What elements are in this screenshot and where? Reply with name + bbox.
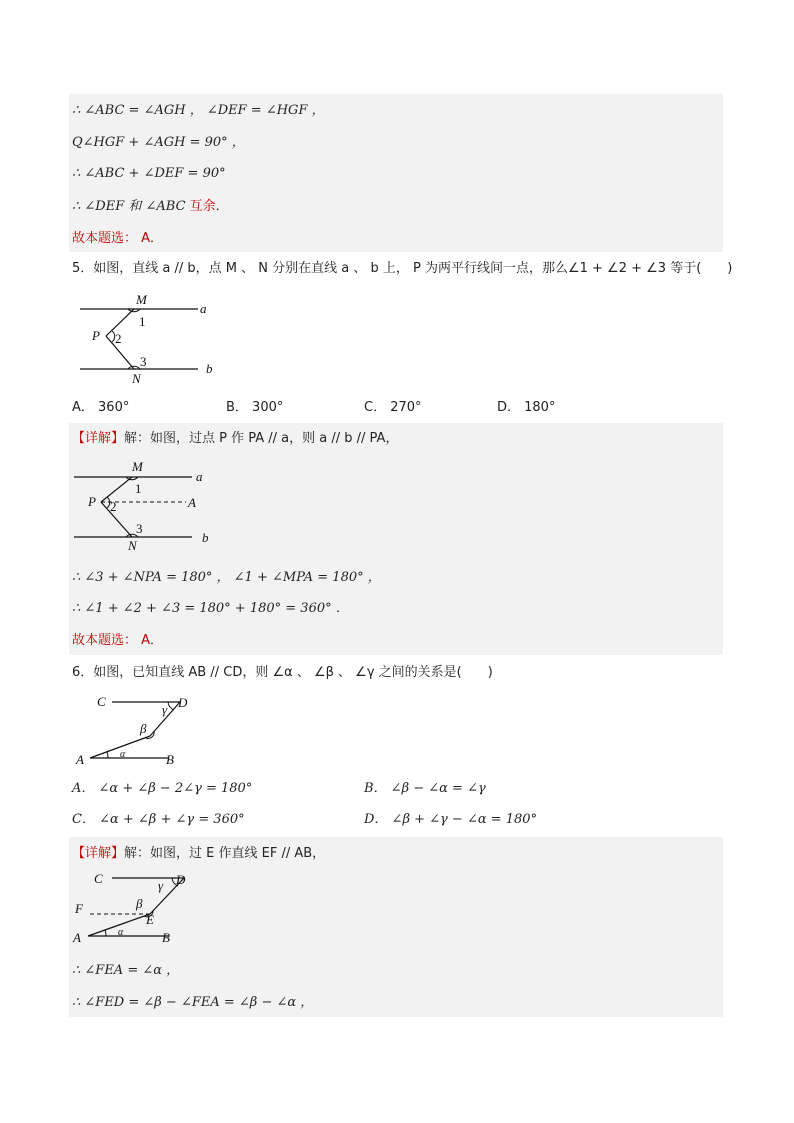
q5-answer: 故本题选： A． xyxy=(72,633,164,648)
q6s-label-gamma: γ xyxy=(158,878,164,893)
q6-label-B: B xyxy=(166,752,174,767)
q5-label-a: a xyxy=(200,301,207,316)
q5-stem: 5．如图，直线 a // b，点 M 、 N 分别在直线 a 、 b 上， P 为两平行线间一点，那么∠1 + ∠2 + ∠3 等于( ) xyxy=(72,261,733,276)
q6-detail-line xyxy=(72,845,325,863)
q6-detail-text: 解：如图，过 E 作直线 EF // AB， xyxy=(124,846,326,861)
q5-step-1: ∴ ∠3 + ∠NPA = 180° ， ∠1 + ∠MPA = 180° ， xyxy=(72,570,381,585)
q5-label-N: N xyxy=(132,371,141,386)
q5-detail-line xyxy=(72,430,398,448)
q6s-label-C: C xyxy=(94,871,103,886)
line4-highlight: 互余 xyxy=(189,199,216,214)
q6s-label-alpha: α xyxy=(118,927,124,938)
q6-option-c[interactable]: C． ∠α + ∠β + ∠γ = 360° xyxy=(72,812,245,827)
q5s-label-M: M xyxy=(132,459,143,474)
q5-label-1: 1 xyxy=(139,314,146,329)
q5-label-2: 2 xyxy=(115,331,122,346)
line4-suffix: ． xyxy=(215,199,229,214)
q6-label-alpha: α xyxy=(120,749,126,760)
q6s-label-A: A xyxy=(73,930,81,945)
q5-option-a[interactable]: A． 360° xyxy=(72,400,130,415)
q5-step-2: ∴ ∠1 + ∠2 + ∠3 = 180° + 180° = 360° ． xyxy=(72,601,349,616)
q5s-label-2: 2 xyxy=(110,499,117,514)
q6-label-beta: β xyxy=(140,721,147,736)
continuation-answer: 故本题选： A． xyxy=(72,231,164,246)
q6-label-C: C xyxy=(97,694,106,709)
line4-prefix: ∴ ∠DEF 和 ∠ABC xyxy=(72,199,190,214)
q6-step-1: ∴ ∠FEA = ∠α ， xyxy=(72,963,180,978)
q5s-label-1: 1 xyxy=(135,481,142,496)
q6-label-D: D xyxy=(178,695,188,710)
q5-detail-text: 解：如图，过点 P 作 PA // a，则 a // b // PA， xyxy=(124,431,399,446)
q6-label-gamma: γ xyxy=(162,702,168,717)
q5-label-P: P xyxy=(92,328,100,343)
q5-option-c[interactable]: C． 270° xyxy=(364,400,422,415)
q6-step-2: ∴ ∠FED = ∠β − ∠FEA = ∠β − ∠α ， xyxy=(72,995,314,1010)
q6-solution-figure xyxy=(70,868,220,952)
q5s-label-P: P xyxy=(88,494,96,509)
q5s-label-A: A xyxy=(188,495,196,510)
q6s-label-B: B xyxy=(162,930,170,945)
q6-option-d[interactable]: D． ∠β + ∠γ − ∠α = 180° xyxy=(364,812,538,827)
continuation-line-1: ∴ ∠ABC = ∠AGH ， ∠DEF = ∠HGF ， xyxy=(72,103,325,118)
q6s-label-beta: β xyxy=(136,896,143,911)
q5s-label-3: 3 xyxy=(136,521,143,536)
q5s-label-a: a xyxy=(196,469,203,484)
q5-figure xyxy=(70,288,230,388)
continuation-line-3: ∴ ∠ABC + ∠DEF = 90° xyxy=(72,166,226,181)
q5-label-b: b xyxy=(206,361,213,376)
q6s-label-E: E xyxy=(146,912,154,927)
continuation-line-2: Q∠HGF + ∠AGH = 90° ， xyxy=(72,135,245,150)
q5s-label-N: N xyxy=(128,538,137,553)
continuation-line-4 xyxy=(72,198,229,216)
q5-option-b[interactable]: B． 300° xyxy=(226,400,284,415)
q6-figure xyxy=(72,690,212,770)
q6s-label-F: F xyxy=(75,901,83,916)
q6-option-a[interactable]: A． ∠α + ∠β − 2∠γ = 180° xyxy=(72,781,253,796)
q6-stem: 6．如图，已知直线 AB // CD，则 ∠α 、 ∠β 、 ∠γ 之间的关系是( ) xyxy=(72,665,493,680)
q6-label-A: A xyxy=(76,752,84,767)
q5-label-3: 3 xyxy=(140,354,147,369)
q5s-label-b: b xyxy=(202,530,209,545)
q6s-label-D: D xyxy=(176,872,186,887)
q6-detail-tag: 【详解】 xyxy=(72,846,125,861)
q5-detail-tag: 【详解】 xyxy=(72,431,125,446)
q5-label-M: M xyxy=(136,292,147,307)
q5-solution-figure xyxy=(68,456,228,556)
q6-option-b[interactable]: B． ∠β − ∠α = ∠γ xyxy=(364,781,486,796)
q5-option-d[interactable]: D． 180° xyxy=(497,400,556,415)
